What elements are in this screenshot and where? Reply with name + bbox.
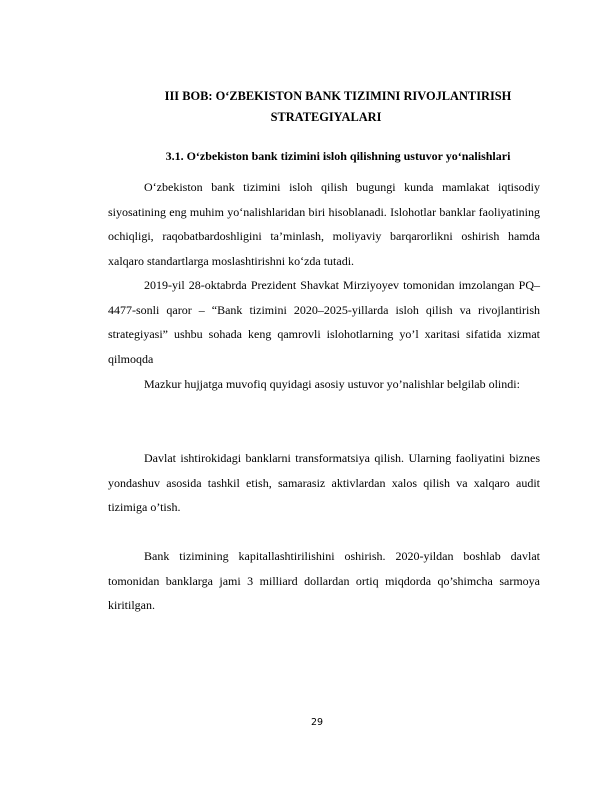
- paragraph-state-banks-transformation: [108, 446, 540, 520]
- chapter-title-line-1: III BOB: O‘ZBEKISTON BANK TIZIMINI RIVOJLANTIRISH: [164, 89, 512, 103]
- paragraph-priorities-intro: [108, 372, 540, 397]
- paragraph-priorities-intro-text: Mazkur hujjatga muvofiq quyidagi asosiy ustuvor yo’nalishlar belgilab olindi:: [144, 377, 520, 391]
- chapter-title-line-2: STRATEGIYALARI: [270, 110, 382, 124]
- page-number: 29: [310, 717, 324, 728]
- paragraph-strategy-decree-text: 2019-yil 28-oktabrda Prezident Shavkat Mirziyoyev tomonidan imzolangan PQ–4477-sonli qaror – “Bank tizimini 2020–2025-yillarda isloh qilish va rivojlantirish strategiyasi” ushbu sohada keng qamrovli islohotlarning yo’l xaritasi sifatida xizmat qilmoqda: [108, 278, 540, 366]
- paragraph-strategy-decree: [108, 273, 540, 371]
- chapter-title: [108, 86, 540, 128]
- paragraph-state-banks-transformation-text: Davlat ishtirokidagi banklarni transformatsiya qilish. Ularning faoliyatini biznes yondashuv asosida tashkil etish, samarasiz aktivlardan xalos qilish va xalqaro audit tizimiga o’tish.: [108, 451, 540, 514]
- paragraph-capitalization-text: Bank tizimining kapitallashtirilishini oshirish. 2020-yildan boshlab davlat tomonidan banklarga jami 3 milliard dollardan ortiq miqdorda qo’shimcha sarmoya kiritilgan.: [108, 549, 540, 612]
- section-title: 3.1. O‘zbekiston bank tizimini isloh qilishning ustuvor yo‘nalishlari: [165, 149, 511, 163]
- paragraph-intro-text: O‘zbekiston bank tizimini isloh qilish bugungi kunda mamlakat iqtisodiy siyosatining eng muhim yo‘nalishlaridan biri hisoblanadi. Islohotlar banklar faoliyatining ochiqligi, raqobatbardoshligini ta’minlash, moliyaviy barqarorlikni oshirish hamda xalqaro standartlarga moslashtirishni ko‘zda tutadi.: [108, 180, 540, 268]
- paragraph-capitalization: [108, 544, 540, 618]
- paragraph-intro: [108, 175, 540, 273]
